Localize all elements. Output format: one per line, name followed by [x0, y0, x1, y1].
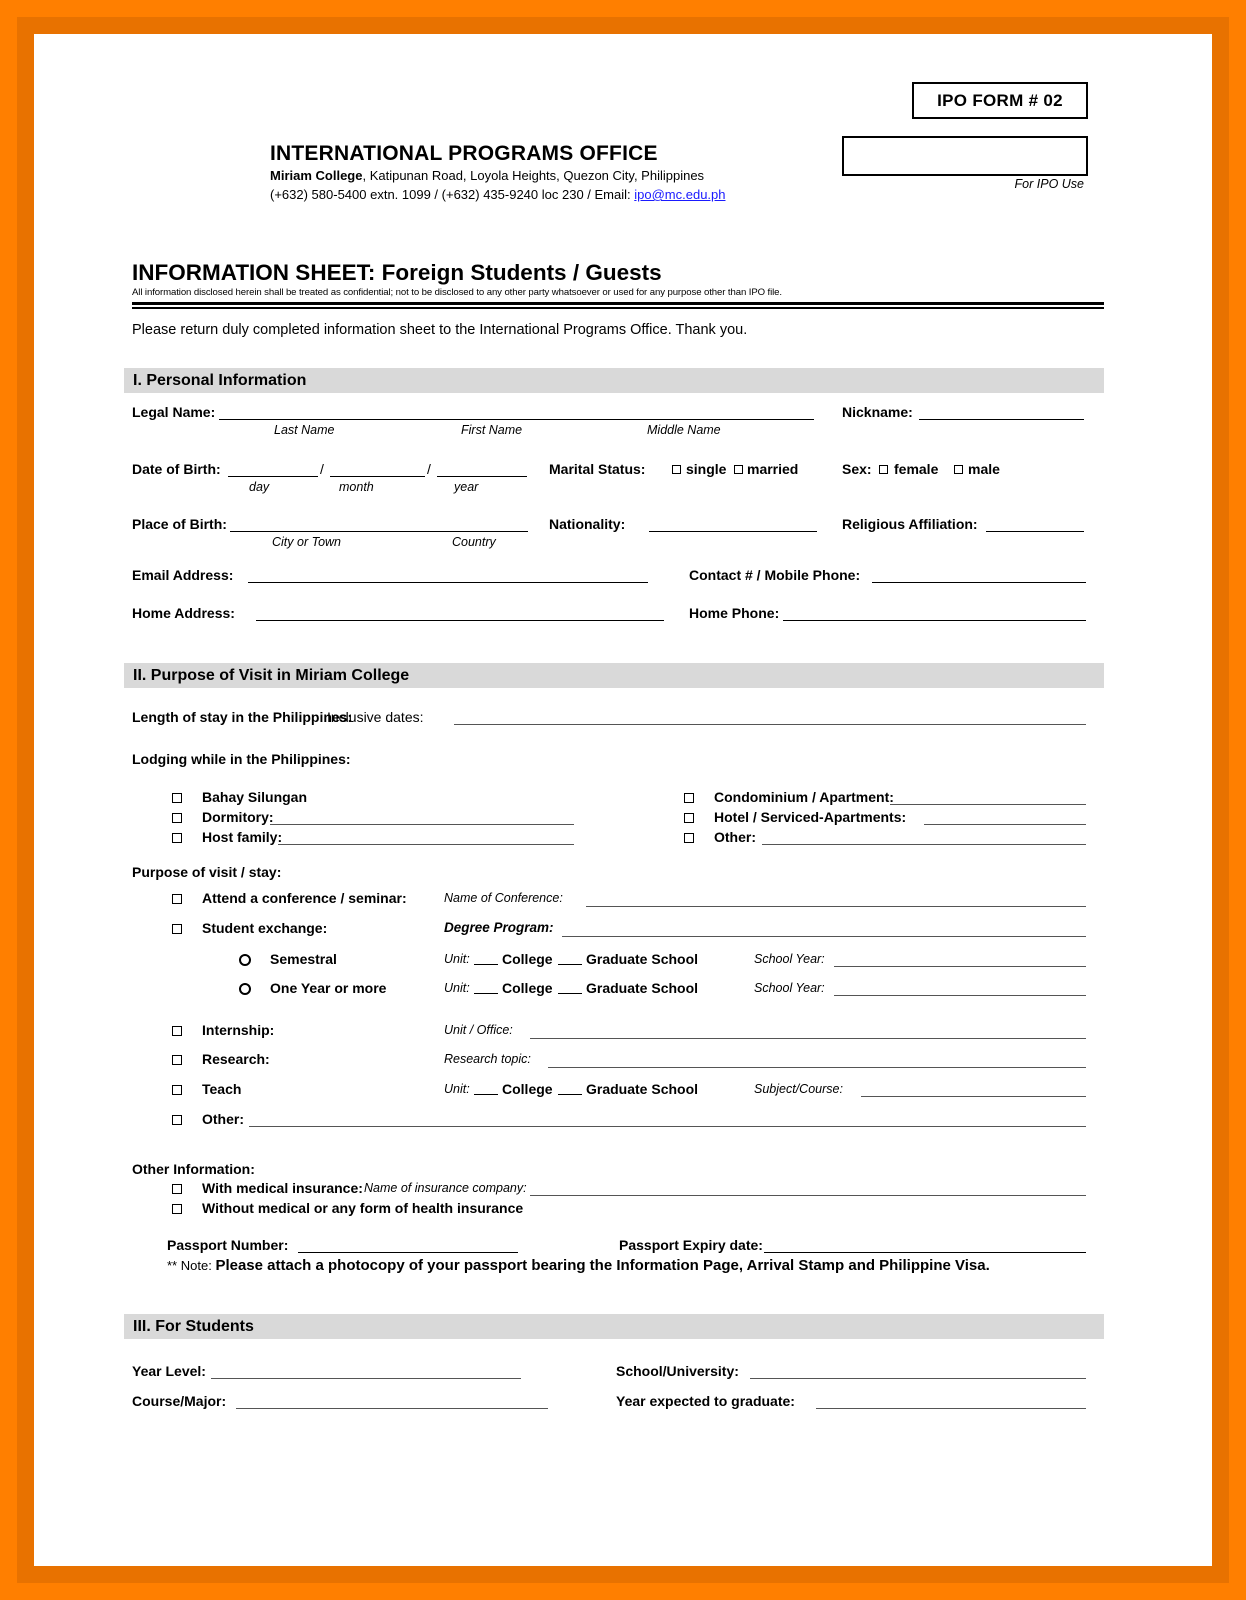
checkbox-research[interactable]: [172, 1055, 182, 1065]
field-label-subject-course: Subject/Course:: [754, 1082, 843, 1096]
nickname-input[interactable]: [919, 419, 1084, 420]
office-name: INTERNATIONAL PROGRAMS OFFICE: [270, 142, 658, 165]
checkbox-host-family[interactable]: [172, 833, 182, 843]
field-label-insurance-company: Name of insurance company:: [364, 1181, 527, 1195]
inclusive-dates-label: Inclusive dates:: [327, 709, 424, 725]
checkbox-without-insurance[interactable]: [172, 1204, 182, 1214]
sex-label: Sex:: [842, 461, 872, 477]
college-name: Miriam College: [270, 168, 363, 183]
conference-name-input[interactable]: [586, 906, 1086, 907]
condominium-input[interactable]: [890, 804, 1086, 805]
checkbox-teach[interactable]: [172, 1085, 182, 1095]
checkbox-bahay-silungan[interactable]: [172, 793, 182, 803]
unit-college-blank-semestral[interactable]: [474, 964, 498, 965]
label-bahay-silungan: Bahay Silungan: [202, 789, 308, 805]
label-conference: Attend a conference / seminar:: [202, 890, 407, 906]
unit-grad-blank-one-year[interactable]: [558, 993, 582, 994]
dormitory-input[interactable]: [270, 824, 574, 825]
label-college-teach: College: [502, 1081, 553, 1097]
checkbox-with-insurance[interactable]: [172, 1184, 182, 1194]
checkbox-purpose-other[interactable]: [172, 1115, 182, 1125]
passport-note-text: Please attach a photocopy of your passport bearing the Information Page, Arrival Stamp and Philippine Visa.: [215, 1257, 990, 1274]
document-content: [34, 34, 1212, 1566]
radio-one-year-or-more[interactable]: [239, 983, 251, 995]
label-graduate-school-semestral: Graduate School: [586, 951, 699, 967]
passport-note: [167, 1257, 990, 1274]
school-university-input[interactable]: [750, 1378, 1086, 1379]
label-purpose-other: Other:: [202, 1111, 244, 1127]
subject-course-input[interactable]: [861, 1096, 1086, 1097]
checkbox-lodging-other[interactable]: [684, 833, 694, 843]
home-phone-label: Home Phone:: [689, 605, 780, 621]
address-text: , Katipunan Road, Loyola Heights, Quezon City, Philippines: [362, 168, 705, 183]
label-lodging-other: Other:: [714, 829, 756, 845]
caption-middle-name: Middle Name: [647, 423, 721, 437]
label-host-family: Host family:: [202, 829, 283, 845]
year-expected-graduate-label: Year expected to graduate:: [616, 1393, 795, 1409]
form-number-label: IPO FORM # 02: [937, 90, 1063, 110]
place-of-birth-label: Place of Birth:: [132, 516, 227, 532]
field-label-degree-program: Degree Program:: [444, 920, 554, 935]
caption-month: month: [339, 480, 374, 494]
for-ipo-use-box[interactable]: [842, 136, 1088, 176]
legal-name-input[interactable]: [219, 419, 814, 420]
label-internship: Internship:: [202, 1022, 275, 1038]
section-purpose-label: II. Purpose of Visit in Miriam College: [133, 666, 410, 684]
document-sheet: [34, 34, 1212, 1566]
label-semestral: Semestral: [270, 951, 337, 967]
course-major-label: Course/Major:: [132, 1393, 227, 1409]
degree-program-input[interactable]: [562, 936, 1086, 937]
checkbox-hotel[interactable]: [684, 813, 694, 823]
school-year-label-semestral: School Year:: [754, 952, 825, 966]
label-married: married: [747, 461, 799, 477]
school-year-input-semestral[interactable]: [834, 966, 1086, 967]
label-teach: Teach: [202, 1081, 242, 1097]
home-address-input[interactable]: [256, 620, 664, 621]
inclusive-dates-input[interactable]: [454, 724, 1086, 725]
form-number-box: [912, 82, 1088, 119]
label-without-insurance: Without medical or any form of health insurance: [202, 1200, 524, 1216]
unit-college-blank-teach[interactable]: [474, 1094, 498, 1095]
lodging-other-input[interactable]: [762, 844, 1086, 845]
section-header-students: [124, 1314, 1104, 1339]
contact-text: (+632) 580-5400 extn. 1099 / (+632) 435-9240 loc 230 / Email:: [270, 187, 635, 202]
nationality-input[interactable]: [649, 531, 817, 532]
dob-slash-1: /: [320, 461, 324, 477]
unit-label-semestral: Unit:: [444, 952, 470, 966]
caption-city: City or Town: [272, 535, 342, 549]
label-male: male: [968, 461, 1000, 477]
checkbox-condominium[interactable]: [684, 793, 694, 803]
school-year-input-one-year[interactable]: [834, 995, 1086, 996]
checkbox-student-exchange[interactable]: [172, 924, 182, 934]
confidentiality-note: All information disclosed herein shall be treated as confidential; not to be disclosed to any other party whatsoever or used for any purpose other than IPO file.: [132, 287, 782, 298]
passport-expiry-label: Passport Expiry date:: [619, 1237, 763, 1253]
contact-mobile-label: Contact # / Mobile Phone:: [689, 567, 861, 583]
year-expected-graduate-input[interactable]: [816, 1408, 1086, 1409]
year-level-label: Year Level:: [132, 1363, 206, 1379]
office-email-link[interactable]: ipo@mc.edu.ph: [634, 187, 726, 202]
checkbox-married[interactable]: [734, 465, 743, 474]
label-one-year-or-more: One Year or more: [270, 980, 387, 996]
place-of-birth-input[interactable]: [230, 531, 528, 532]
label-student-exchange: Student exchange:: [202, 920, 328, 936]
label-dormitory: Dormitory:: [202, 809, 274, 825]
home-phone-input[interactable]: [783, 620, 1086, 621]
label-hotel: Hotel / Serviced-Apartments:: [714, 809, 907, 825]
dob-day-input[interactable]: [228, 476, 318, 477]
label-research: Research:: [202, 1051, 270, 1067]
label-single: single: [686, 461, 727, 477]
checkbox-single[interactable]: [672, 465, 681, 474]
dob-year-input[interactable]: [437, 476, 527, 477]
field-label-research-topic: Research topic:: [444, 1052, 531, 1066]
school-university-label: School/University:: [616, 1363, 739, 1379]
caption-year: year: [454, 480, 479, 494]
office-contact: [270, 187, 726, 202]
passport-number-label: Passport Number:: [167, 1237, 289, 1253]
label-graduate-school-one-year: Graduate School: [586, 980, 699, 996]
section-students-label: III. For Students: [133, 1317, 254, 1335]
section-header-purpose: [124, 663, 1104, 688]
email-address-label: Email Address:: [132, 567, 234, 583]
home-address-label: Home Address:: [132, 605, 235, 621]
purpose-other-input[interactable]: [249, 1126, 1086, 1127]
marital-status-label: Marital Status:: [549, 461, 646, 477]
dob-slash-2: /: [427, 461, 431, 477]
passport-expiry-input[interactable]: [764, 1252, 1086, 1253]
caption-country: Country: [452, 535, 496, 549]
field-label-conference-name: Name of Conference:: [444, 891, 563, 905]
insurance-company-input[interactable]: [530, 1195, 1086, 1196]
checkbox-female[interactable]: [879, 465, 888, 474]
unit-label-teach: Unit:: [444, 1082, 470, 1096]
label-college-semestral: College: [502, 951, 553, 967]
return-instruction: Please return duly completed information sheet to the International Programs Office. Thank you.: [132, 322, 748, 338]
other-information-heading: Other Information:: [132, 1161, 255, 1177]
dob-month-input[interactable]: [330, 476, 425, 477]
section-personal-label: I. Personal Information: [133, 371, 307, 389]
label-condominium: Condominium / Apartment:: [714, 789, 894, 805]
course-major-input[interactable]: [236, 1408, 548, 1409]
nickname-label: Nickname:: [842, 404, 913, 420]
for-ipo-use-label: For IPO Use: [1014, 177, 1084, 191]
passport-note-prefix: ** Note:: [167, 1258, 212, 1273]
contact-mobile-input[interactable]: [872, 582, 1086, 583]
radio-semestral[interactable]: [239, 954, 251, 966]
school-year-label-one-year: School Year:: [754, 981, 825, 995]
page-title: INFORMATION SHEET: Foreign Students / Guests: [132, 260, 662, 285]
label-graduate-school-teach: Graduate School: [586, 1081, 699, 1097]
caption-day: day: [249, 480, 270, 494]
label-college-one-year: College: [502, 980, 553, 996]
year-level-input[interactable]: [211, 1378, 521, 1379]
label-with-insurance: With medical insurance:: [202, 1180, 363, 1196]
date-of-birth-label: Date of Birth:: [132, 461, 221, 477]
checkbox-internship[interactable]: [172, 1026, 182, 1036]
email-address-input[interactable]: [248, 582, 648, 583]
visit-heading: Purpose of visit / stay:: [132, 864, 282, 880]
label-female: female: [894, 461, 939, 477]
passport-number-input[interactable]: [298, 1252, 518, 1253]
section-header-personal: [124, 368, 1104, 393]
hotel-input[interactable]: [924, 824, 1086, 825]
legal-name-label: Legal Name:: [132, 404, 216, 420]
checkbox-male[interactable]: [954, 465, 963, 474]
caption-first-name: First Name: [461, 423, 523, 437]
office-address: [270, 168, 704, 183]
caption-last-name: Last Name: [274, 423, 335, 437]
checkbox-conference[interactable]: [172, 894, 182, 904]
unit-label-one-year: Unit:: [444, 981, 470, 995]
checkbox-dormitory[interactable]: [172, 813, 182, 823]
unit-grad-blank-teach[interactable]: [558, 1094, 582, 1095]
internship-input[interactable]: [530, 1038, 1086, 1039]
religious-affiliation-label: Religious Affiliation:: [842, 516, 978, 532]
lodging-heading: Lodging while in the Philippines:: [132, 751, 351, 767]
unit-college-blank-one-year[interactable]: [474, 993, 498, 994]
research-topic-input[interactable]: [548, 1067, 1086, 1068]
host-family-input[interactable]: [278, 844, 574, 845]
unit-grad-blank-semestral[interactable]: [558, 964, 582, 965]
field-label-unit-office: Unit / Office:: [444, 1023, 513, 1037]
length-of-stay-label: Length of stay in the Philippines:: [132, 709, 353, 725]
title-divider: [132, 302, 1104, 309]
religious-affiliation-input[interactable]: [986, 531, 1084, 532]
nationality-label: Nationality:: [549, 516, 626, 532]
